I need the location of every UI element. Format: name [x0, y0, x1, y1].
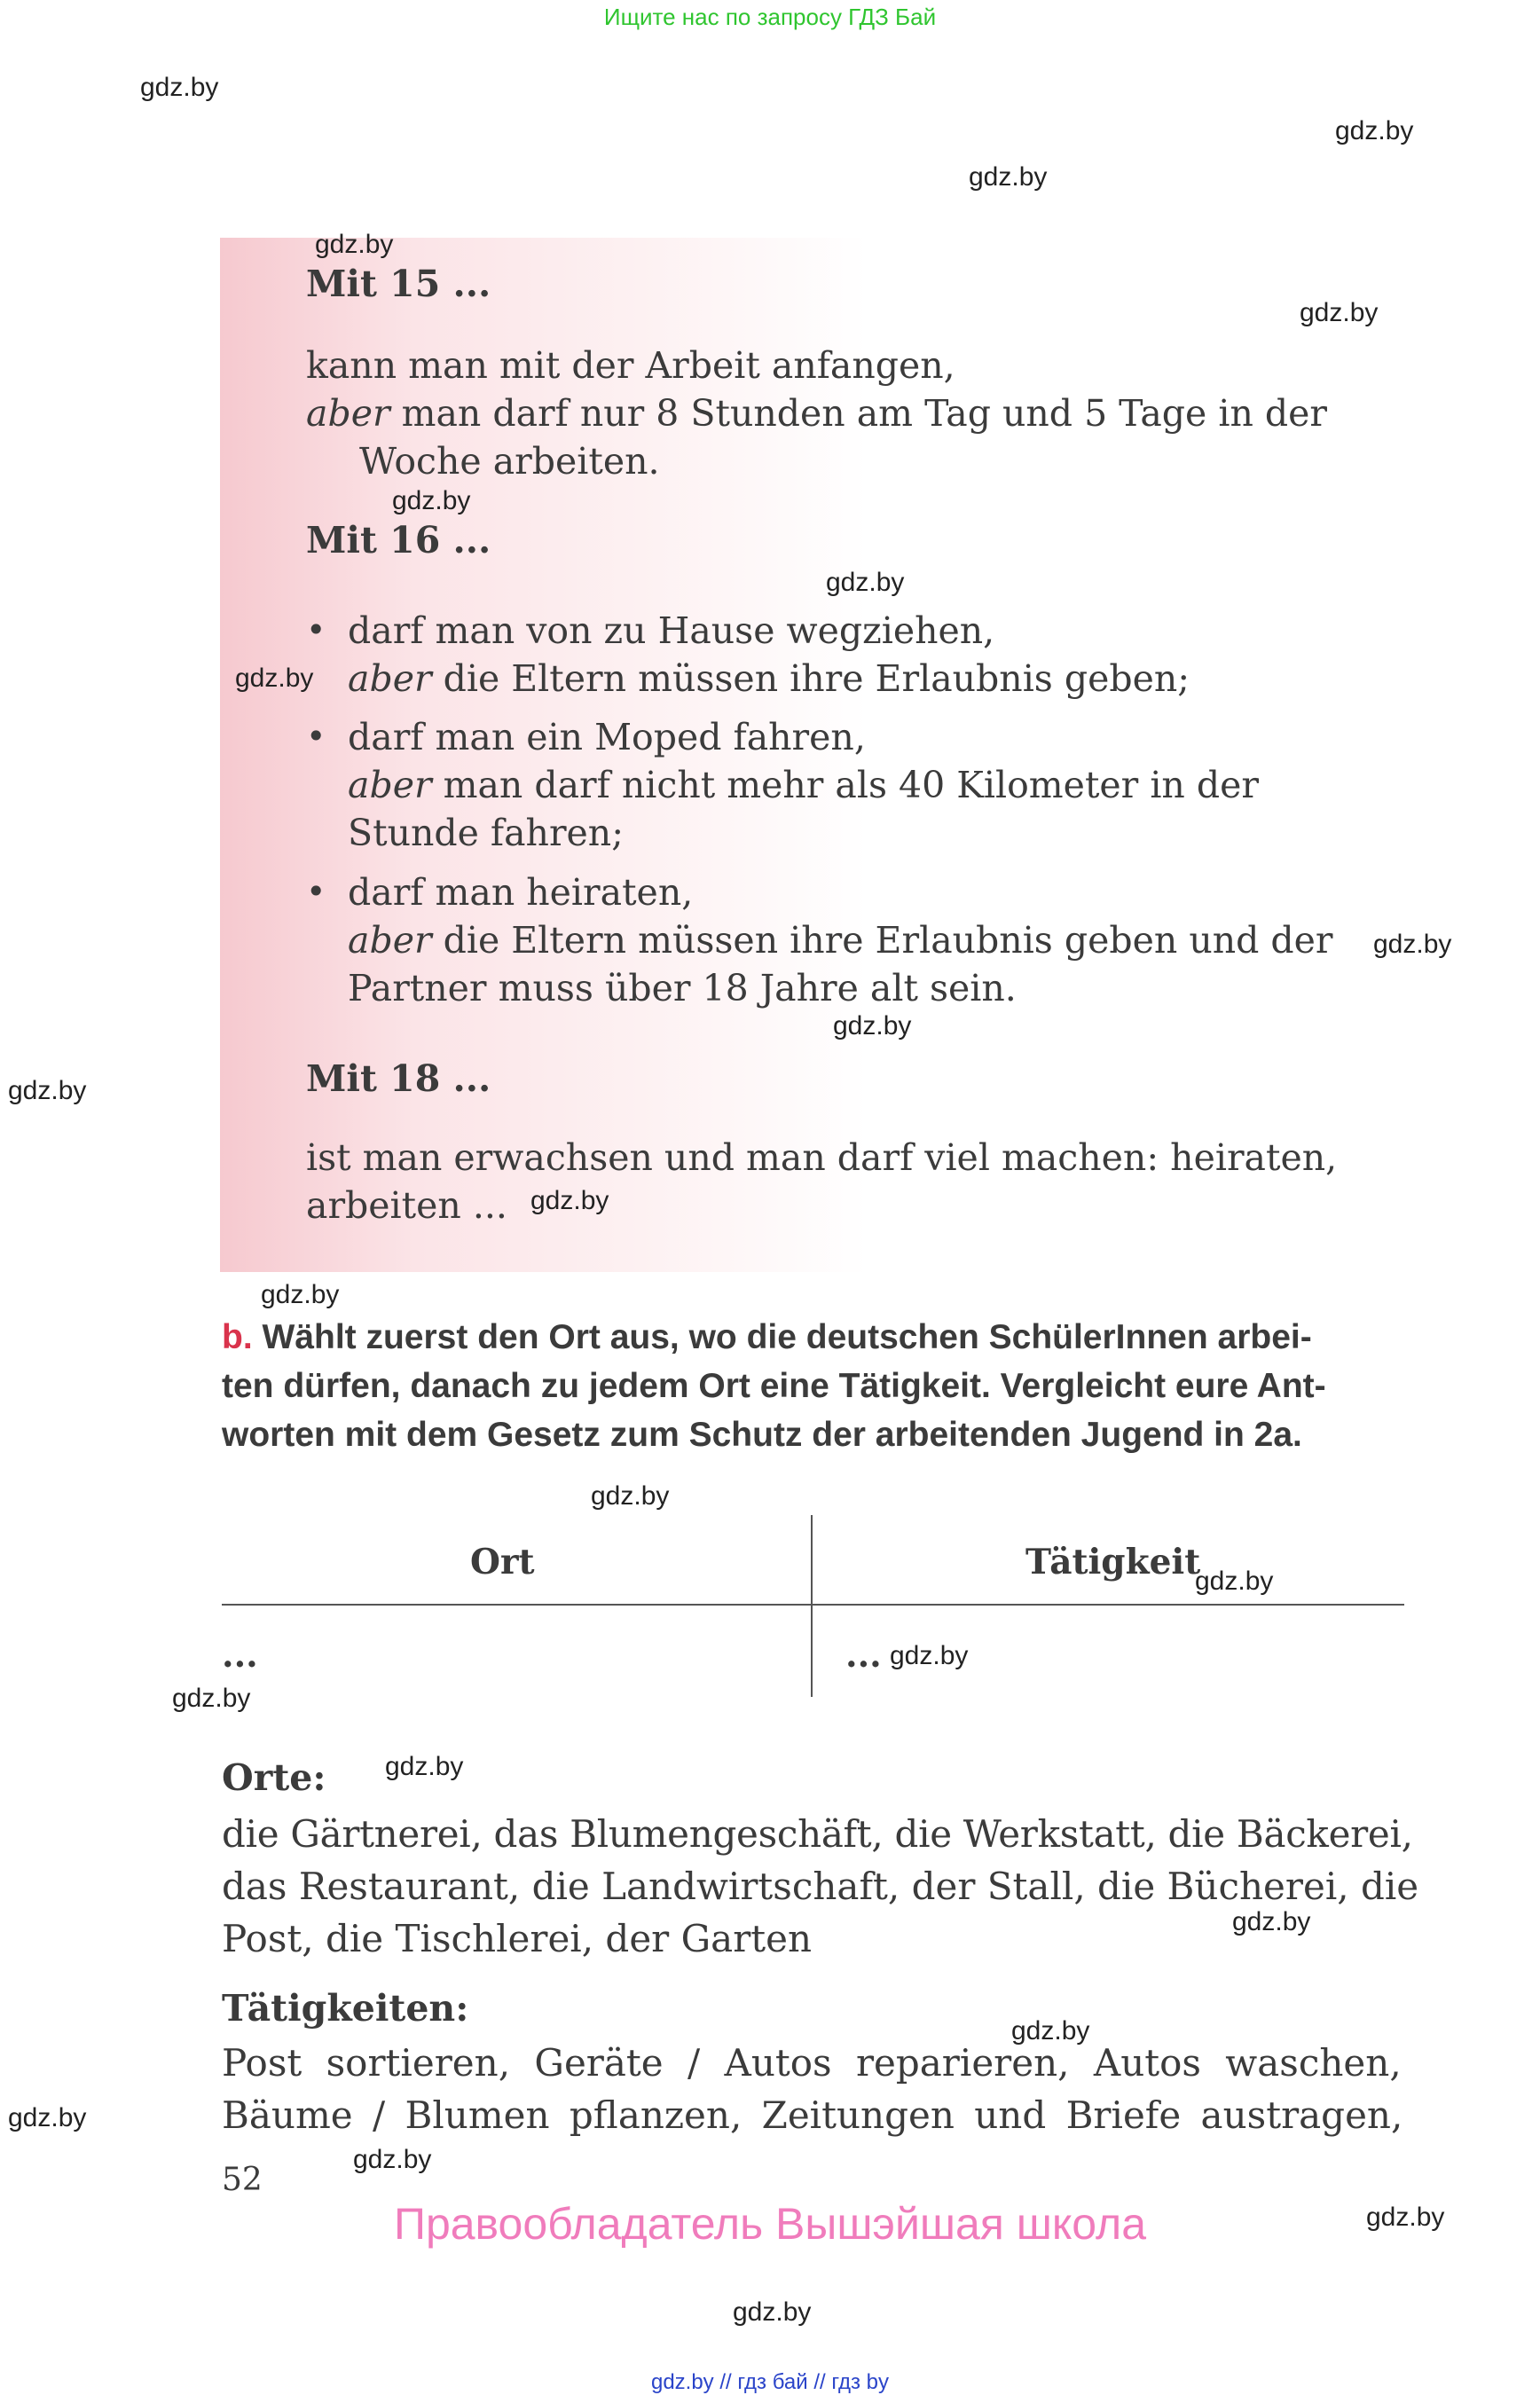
watermark: gdz.by — [392, 486, 471, 515]
table-column-divider — [811, 1515, 813, 1697]
table-cell-taetigkeit: ... — [845, 1635, 882, 1676]
watermark: gdz.by — [315, 230, 394, 259]
watermark: gdz.by — [826, 568, 905, 597]
bullet-2-line3: Stunde fahren; — [348, 812, 625, 854]
watermark: gdz.by — [8, 2103, 87, 2132]
watermark: gdz.by — [591, 1481, 670, 1511]
watermark: gdz.by — [733, 2297, 812, 2327]
watermark: gdz.by — [1366, 2203, 1445, 2232]
watermark: gdz.by — [140, 73, 219, 102]
paragraph-18-line1: ist man erwachsen und man darf viel machen: heiraten, — [306, 1136, 1338, 1179]
watermark: gdz.by — [969, 162, 1048, 192]
table-header-ort: Ort — [470, 1542, 535, 1582]
watermark: gdz.by — [385, 1752, 464, 1781]
watermark: gdz.by — [1232, 1907, 1311, 1936]
aber-word: aber — [348, 764, 432, 806]
paragraph-15-line2 — [306, 389, 1327, 437]
heading-mit-16: Mit 16 ... — [306, 519, 491, 561]
bullet-2-line2 — [348, 761, 1259, 809]
watermark: gdz.by — [235, 664, 314, 693]
bullet-1-line2-rest: die Eltern müssen ihre Erlaubnis geben; — [431, 657, 1190, 700]
paragraph-18-line2: arbeiten ... — [306, 1184, 507, 1227]
watermark: gdz.by — [1300, 298, 1379, 327]
orte-line2: das Restaurant, die Landwirtschaft, der Stall, die Bücherei, die — [222, 1865, 1419, 1908]
table-header-divider — [222, 1604, 1404, 1606]
bullet-3-line2-rest: die Eltern müssen ihre Erlaubnis geben und der — [431, 919, 1333, 962]
watermark: gdz.by — [833, 1011, 912, 1041]
taetigkeiten-heading: Tätigkeiten: — [222, 1987, 469, 2030]
bullet-dot: • — [306, 610, 326, 649]
table-cell-ort: ... — [222, 1635, 258, 1676]
heading-mit-18: Mit 18 ... — [306, 1057, 491, 1100]
bullet-3-line3: Partner muss über 18 Jahre alt sein. — [348, 967, 1017, 1009]
top-banner: Ищите нас по запросу ГДЗ Бай — [603, 4, 937, 30]
task-b-line1-text: Wählt zuerst den Ort aus, wo die deutschen SchülerInnen arbei- — [252, 1318, 1312, 1356]
bullet-3-line1: darf man heiraten, — [348, 871, 694, 914]
footer-links[interactable]: gdz.by // гдз бай // гдз by — [650, 2370, 890, 2394]
task-letter: b. — [222, 1318, 253, 1356]
table-header-taetigkeit: Tätigkeit — [1025, 1542, 1201, 1582]
page-number: 52 — [222, 2162, 263, 2198]
watermark: gdz.by — [1195, 1567, 1274, 1596]
watermark: gdz.by — [1011, 2016, 1090, 2046]
heading-mit-15: Mit 15 ... — [306, 263, 491, 305]
orte-line1: die Gärtnerei, das Blumengeschäft, die Werkstatt, die Bäckerei, — [222, 1812, 1413, 1856]
taetigkeiten-line2: Bäume / Blumen pflanzen, Zeitungen und Briefe austragen, — [222, 2093, 1403, 2137]
copyright-notice: Правообладатель Вышэйшая школа — [394, 2199, 1146, 2249]
watermark: gdz.by — [1335, 116, 1414, 145]
task-b-line1 — [222, 1313, 1312, 1362]
aber-word: aber — [348, 919, 432, 962]
watermark: gdz.by — [530, 1186, 609, 1215]
watermark: gdz.by — [261, 1280, 340, 1309]
aber-word: aber — [306, 392, 390, 435]
paragraph-15-line1: kann man mit der Arbeit anfangen, — [306, 344, 955, 387]
bullet-3-line2 — [348, 916, 1333, 964]
watermark: gdz.by — [1373, 930, 1452, 959]
paragraph-15-line3: Woche arbeiten. — [359, 440, 660, 483]
task-b-line2: ten dürfen, danach zu jedem Ort eine Tätigkeit. Vergleicht eure Ant- — [222, 1367, 1326, 1405]
bullet-1-line2 — [348, 655, 1190, 703]
bullet-1-line1: darf man von zu Hause wegziehen, — [348, 609, 995, 652]
aber-word: aber — [348, 657, 432, 700]
bullet-dot: • — [306, 717, 326, 756]
bullet-dot: • — [306, 872, 326, 911]
orte-heading: Orte: — [222, 1756, 326, 1799]
taetigkeiten-line1: Post sortieren, Geräte / Autos reparieren, Autos waschen, — [222, 2041, 1402, 2085]
orte-line3: Post, die Tischlerei, der Garten — [222, 1917, 813, 1960]
paragraph-15-line2-rest: man darf nur 8 Stunden am Tag und 5 Tage in der — [389, 392, 1327, 435]
watermark: gdz.by — [890, 1641, 969, 1670]
bullet-2-line2-rest: man darf nicht mehr als 40 Kilometer in der — [431, 764, 1259, 806]
task-b-line3: worten mit dem Gesetz zum Schutz der arbeitenden Jugend in 2a. — [222, 1416, 1302, 1454]
bullet-2-line1: darf man ein Moped fahren, — [348, 716, 866, 758]
watermark: gdz.by — [172, 1684, 251, 1713]
watermark: gdz.by — [8, 1076, 87, 1105]
watermark: gdz.by — [353, 2145, 432, 2174]
